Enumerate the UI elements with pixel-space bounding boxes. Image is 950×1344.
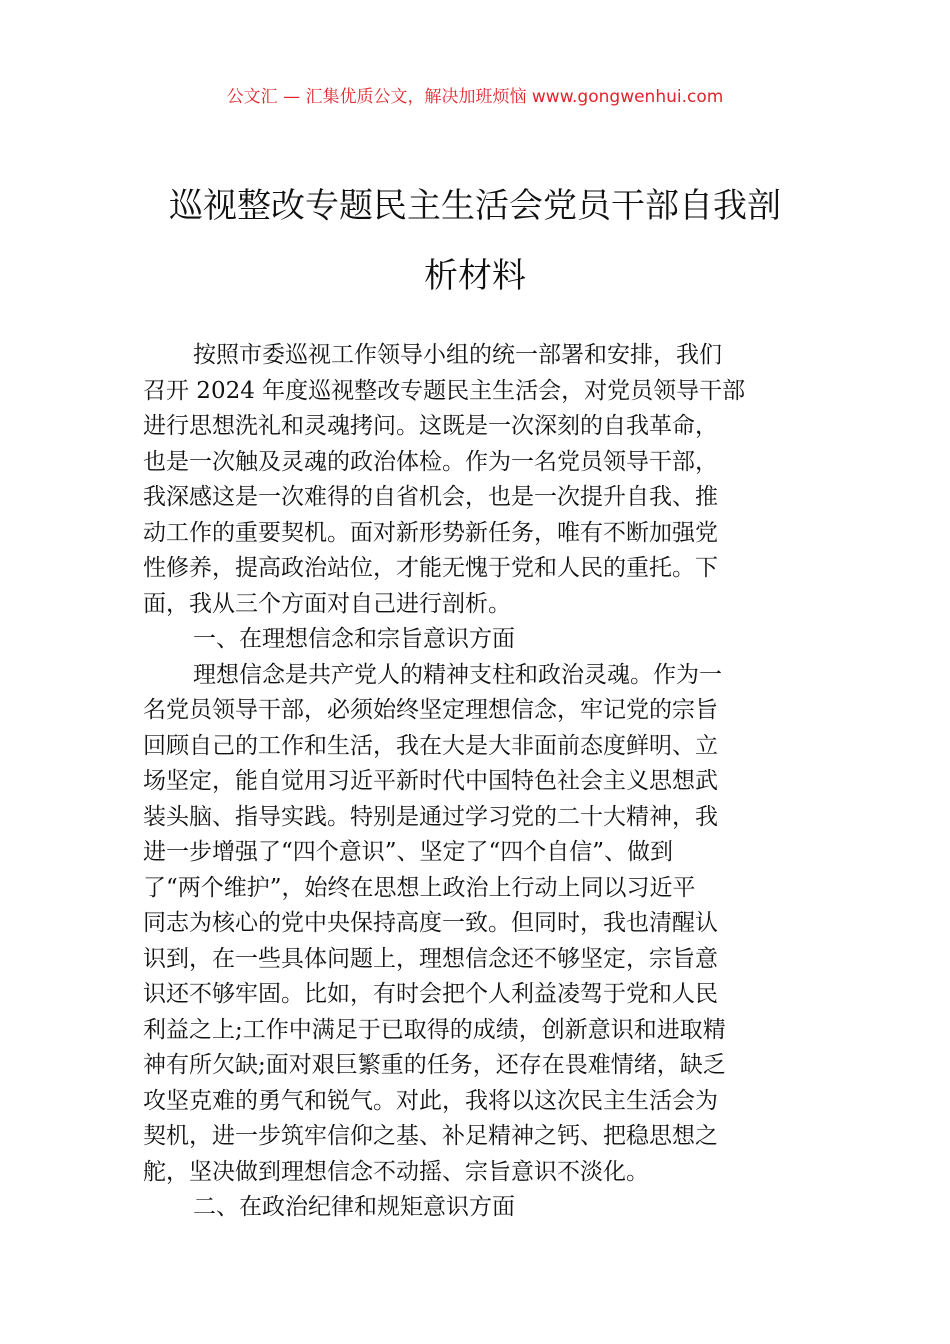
document-title-line-1: 巡视整改专题民主生活会党员干部自我剖 [169, 186, 781, 226]
paragraph-line: 同志为核心的党中央保持高度一致。但同时，我也清醒认 [143, 910, 718, 936]
paragraph-line: 动工作的重要契机。面对新形势新任务，唯有不断加强党 [143, 519, 718, 546]
paragraph-line: 了“两个维护”，始终在思想上政治上行动上同以习近平 [143, 874, 696, 901]
paragraph-line: 识到，在一些具体问题上，理想信念还不够坚定，宗旨意 [143, 945, 718, 972]
paragraph-line: 理想信念是共产党人的精神支柱和政治灵魂。作为一 [193, 661, 722, 688]
paragraph-line: 识还不够牢固。比如，有时会把个人利益凌驾于党和人民 [143, 981, 718, 1007]
paragraph-line: 契机，进一步筑牢信仰之基、补足精神之钙、把稳思想之 [143, 1123, 718, 1149]
section-heading: 一、在理想信念和宗旨意识方面 [193, 626, 515, 652]
header-banner[interactable]: 公文汇 — 汇集优质公文，解决加班烦恼 www.gongwenhui.com [226, 87, 724, 107]
paragraph-line: 回顾自己的工作和生活，我在大是大非面前态度鲜明、立 [143, 732, 718, 759]
paragraph-line: 装头脑、指导实践。特别是通过学习党的二十大精神，我 [143, 803, 718, 830]
paragraph-line: 面，我从三个方面对自己进行剖析。 [143, 590, 511, 617]
paragraph-line: 进行思想洗礼和灵魂拷问。这既是一次深刻的自我革命， [143, 413, 718, 439]
paragraph-line: 舵，坚决做到理想信念不动摇、宗旨意识不淡化。 [143, 1158, 649, 1185]
section-heading: 二、在政治纪律和规矩意识方面 [193, 1194, 515, 1220]
paragraph-line: 也是一次触及灵魂的政治体检。作为一名党员领导干部， [143, 448, 718, 475]
paragraph-line: 进一步增强了“四个意识”、坚定了“四个自信”、做到 [143, 839, 674, 865]
paragraph-line: 召开 2024 年度巡视整改专题民主生活会，对党员领导干部 [143, 377, 746, 404]
paragraph-line: 名党员领导干部，必须始终坚定理想信念，牢记党的宗旨 [143, 697, 718, 723]
paragraph-line: 我深感这是一次难得的自省机会，也是一次提升自我、推 [143, 484, 718, 510]
paragraph-line: 场坚定，能自觉用习近平新时代中国特色社会主义思想武 [143, 768, 718, 794]
paragraph-line: 按照市委巡视工作领导小组的统一部署和安排，我们 [193, 342, 722, 368]
paragraph-line: 性修养，提高政治站位，才能无愧于党和人民的重托。下 [143, 555, 718, 581]
paragraph-line: 神有所欠缺;面对艰巨繁重的任务，还存在畏难情绪，缺乏 [143, 1052, 726, 1078]
paragraph-line: 利益之上;工作中满足于已取得的成绩，创新意识和进取精 [143, 1016, 726, 1043]
document-body [143, 338, 808, 1226]
paragraph-line: 攻坚克难的勇气和锐气。对此，我将以这次民主生活会为 [143, 1087, 718, 1114]
document-title-line-2: 析材料 [424, 256, 526, 296]
